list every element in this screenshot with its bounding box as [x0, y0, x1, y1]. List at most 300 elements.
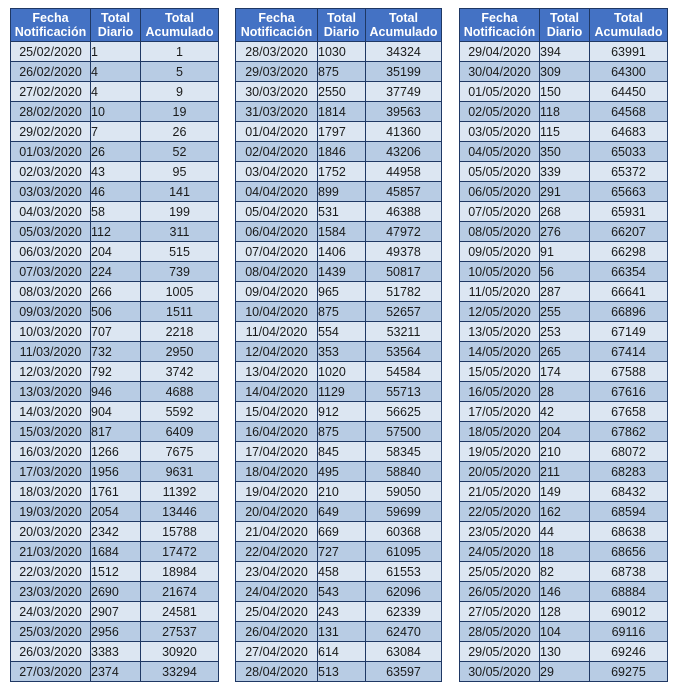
- date-cell: 25/05/2020: [460, 562, 540, 582]
- table-row: [11, 662, 219, 682]
- daily-total-cell: 912: [318, 402, 366, 422]
- date-cell: 14/04/2020: [236, 382, 318, 402]
- daily-total-cell: 150: [540, 82, 590, 102]
- cumulative-total-cell: 6409: [141, 422, 219, 442]
- cumulative-total-cell: 63991: [590, 42, 668, 62]
- date-cell: 22/05/2020: [460, 502, 540, 522]
- date-cell: 13/05/2020: [460, 322, 540, 342]
- date-cell: 13/04/2020: [236, 362, 318, 382]
- header-cumulative: Total Acumulado: [590, 9, 668, 42]
- date-cell: 19/03/2020: [11, 502, 91, 522]
- daily-total-cell: 10: [91, 102, 141, 122]
- date-cell: 26/02/2020: [11, 62, 91, 82]
- table-row: [236, 662, 442, 682]
- table-row: [460, 422, 668, 442]
- cumulative-total-cell: 67616: [590, 382, 668, 402]
- date-cell: 29/05/2020: [460, 642, 540, 662]
- cumulative-total-cell: 56625: [366, 402, 442, 422]
- date-cell: 07/03/2020: [11, 262, 91, 282]
- table-row: [11, 342, 219, 362]
- table-row: [460, 342, 668, 362]
- daily-total-cell: 1129: [318, 382, 366, 402]
- daily-total-cell: 268: [540, 202, 590, 222]
- table-row: [460, 222, 668, 242]
- daily-total-cell: 2690: [91, 582, 141, 602]
- daily-total-cell: 1: [91, 42, 141, 62]
- table-row: [11, 422, 219, 442]
- daily-total-cell: 727: [318, 542, 366, 562]
- date-cell: 21/05/2020: [460, 482, 540, 502]
- daily-total-cell: 211: [540, 462, 590, 482]
- table-row: [236, 622, 442, 642]
- cumulative-total-cell: 24581: [141, 602, 219, 622]
- cumulative-total-cell: 65663: [590, 182, 668, 202]
- date-cell: 01/05/2020: [460, 82, 540, 102]
- date-cell: 20/04/2020: [236, 502, 318, 522]
- daily-total-cell: 946: [91, 382, 141, 402]
- table-row: [236, 582, 442, 602]
- cumulative-total-cell: 58345: [366, 442, 442, 462]
- date-cell: 15/05/2020: [460, 362, 540, 382]
- table-row: [11, 82, 219, 102]
- date-cell: 25/03/2020: [11, 622, 91, 642]
- table-row: [11, 202, 219, 222]
- daily-total-cell: 649: [318, 502, 366, 522]
- header-daily: Total Diario: [540, 9, 590, 42]
- table-row: [236, 122, 442, 142]
- header-row: [236, 9, 442, 42]
- cumulative-total-cell: 52657: [366, 302, 442, 322]
- table-row: [460, 502, 668, 522]
- data-table-3: [459, 8, 668, 682]
- cumulative-total-cell: 64450: [590, 82, 668, 102]
- table-row: [11, 482, 219, 502]
- table-row: [11, 522, 219, 542]
- header-row: [460, 9, 668, 42]
- date-cell: 23/04/2020: [236, 562, 318, 582]
- table-row: [236, 422, 442, 442]
- table-row: [11, 282, 219, 302]
- cumulative-total-cell: 1511: [141, 302, 219, 322]
- date-cell: 16/05/2020: [460, 382, 540, 402]
- date-cell: 18/05/2020: [460, 422, 540, 442]
- table-row: [11, 442, 219, 462]
- daily-total-cell: 91: [540, 242, 590, 262]
- table-row: [11, 322, 219, 342]
- cumulative-total-cell: 66641: [590, 282, 668, 302]
- table-row: [11, 622, 219, 642]
- table-row: [236, 282, 442, 302]
- daily-total-cell: 353: [318, 342, 366, 362]
- daily-total-cell: 210: [318, 482, 366, 502]
- date-cell: 26/03/2020: [11, 642, 91, 662]
- date-cell: 19/04/2020: [236, 482, 318, 502]
- daily-total-cell: 1439: [318, 262, 366, 282]
- header-date: Fecha Notificación: [11, 9, 91, 42]
- date-cell: 02/03/2020: [11, 162, 91, 182]
- table-row: [460, 122, 668, 142]
- table-row: [11, 642, 219, 662]
- data-table-1: [10, 8, 219, 682]
- table-row: [460, 602, 668, 622]
- daily-total-cell: 531: [318, 202, 366, 222]
- table-row: [236, 382, 442, 402]
- daily-total-cell: 42: [540, 402, 590, 422]
- cumulative-total-cell: 69275: [590, 662, 668, 682]
- table-row: [11, 542, 219, 562]
- date-cell: 09/04/2020: [236, 282, 318, 302]
- cumulative-total-cell: 9: [141, 82, 219, 102]
- daily-total-cell: 3383: [91, 642, 141, 662]
- table-row: [236, 522, 442, 542]
- table-row: [236, 502, 442, 522]
- date-cell: 30/05/2020: [460, 662, 540, 682]
- cumulative-total-cell: 67588: [590, 362, 668, 382]
- date-cell: 17/03/2020: [11, 462, 91, 482]
- date-cell: 21/04/2020: [236, 522, 318, 542]
- date-cell: 10/03/2020: [11, 322, 91, 342]
- daily-total-cell: 174: [540, 362, 590, 382]
- table-row: [460, 102, 668, 122]
- date-cell: 12/05/2020: [460, 302, 540, 322]
- daily-total-cell: 118: [540, 102, 590, 122]
- cumulative-total-cell: 55713: [366, 382, 442, 402]
- daily-total-cell: 4: [91, 62, 141, 82]
- daily-total-cell: 291: [540, 182, 590, 202]
- table-row: [11, 402, 219, 422]
- date-cell: 15/03/2020: [11, 422, 91, 442]
- cumulative-total-cell: 62470: [366, 622, 442, 642]
- table-row: [460, 482, 668, 502]
- table-row: [460, 182, 668, 202]
- cumulative-total-cell: 61553: [366, 562, 442, 582]
- cumulative-total-cell: 68283: [590, 462, 668, 482]
- date-cell: 03/05/2020: [460, 122, 540, 142]
- cumulative-total-cell: 3742: [141, 362, 219, 382]
- table-row: [460, 322, 668, 342]
- cumulative-total-cell: 68738: [590, 562, 668, 582]
- cumulative-total-cell: 53564: [366, 342, 442, 362]
- header-row: [11, 9, 219, 42]
- date-cell: 04/05/2020: [460, 142, 540, 162]
- date-cell: 22/04/2020: [236, 542, 318, 562]
- daily-total-cell: 43: [91, 162, 141, 182]
- daily-total-cell: 255: [540, 302, 590, 322]
- table-row: [460, 622, 668, 642]
- date-cell: 10/05/2020: [460, 262, 540, 282]
- table-row: [236, 62, 442, 82]
- table-row: [460, 302, 668, 322]
- daily-total-cell: 26: [91, 142, 141, 162]
- cumulative-total-cell: 65033: [590, 142, 668, 162]
- cumulative-total-cell: 66298: [590, 242, 668, 262]
- date-cell: 02/04/2020: [236, 142, 318, 162]
- daily-total-cell: 1846: [318, 142, 366, 162]
- daily-total-cell: 1512: [91, 562, 141, 582]
- cumulative-total-cell: 69246: [590, 642, 668, 662]
- header-date: Fecha Notificación: [236, 9, 318, 42]
- daily-total-cell: 265: [540, 342, 590, 362]
- daily-total-cell: 1266: [91, 442, 141, 462]
- table-row: [11, 42, 219, 62]
- cumulative-total-cell: 33294: [141, 662, 219, 682]
- daily-total-cell: 130: [540, 642, 590, 662]
- cumulative-total-cell: 21674: [141, 582, 219, 602]
- table-row: [460, 62, 668, 82]
- cumulative-total-cell: 58840: [366, 462, 442, 482]
- cumulative-total-cell: 44958: [366, 162, 442, 182]
- daily-total-cell: 243: [318, 602, 366, 622]
- cumulative-total-cell: 67149: [590, 322, 668, 342]
- daily-total-cell: 2054: [91, 502, 141, 522]
- cumulative-total-cell: 46388: [366, 202, 442, 222]
- table-row: [460, 282, 668, 302]
- daily-total-cell: 1761: [91, 482, 141, 502]
- table-row: [460, 142, 668, 162]
- table-row: [236, 602, 442, 622]
- daily-total-cell: 1020: [318, 362, 366, 382]
- date-cell: 14/05/2020: [460, 342, 540, 362]
- date-cell: 13/03/2020: [11, 382, 91, 402]
- daily-total-cell: 495: [318, 462, 366, 482]
- cumulative-total-cell: 739: [141, 262, 219, 282]
- daily-total-cell: 1752: [318, 162, 366, 182]
- cumulative-total-cell: 54584: [366, 362, 442, 382]
- daily-total-cell: 875: [318, 62, 366, 82]
- cumulative-total-cell: 141: [141, 182, 219, 202]
- table-row: [236, 142, 442, 162]
- cumulative-total-cell: 43206: [366, 142, 442, 162]
- table-row: [236, 242, 442, 262]
- date-cell: 25/04/2020: [236, 602, 318, 622]
- date-cell: 31/03/2020: [236, 102, 318, 122]
- cumulative-total-cell: 19: [141, 102, 219, 122]
- cumulative-total-cell: 68594: [590, 502, 668, 522]
- table-row: [460, 642, 668, 662]
- table-row: [460, 582, 668, 602]
- date-cell: 17/04/2020: [236, 442, 318, 462]
- table-row: [236, 102, 442, 122]
- cumulative-total-cell: 311: [141, 222, 219, 242]
- table-row: [236, 222, 442, 242]
- daily-total-cell: 18: [540, 542, 590, 562]
- date-cell: 11/05/2020: [460, 282, 540, 302]
- date-cell: 28/03/2020: [236, 42, 318, 62]
- daily-total-cell: 224: [91, 262, 141, 282]
- cumulative-total-cell: 63084: [366, 642, 442, 662]
- cumulative-total-cell: 9631: [141, 462, 219, 482]
- cumulative-total-cell: 17472: [141, 542, 219, 562]
- daily-total-cell: 204: [91, 242, 141, 262]
- date-cell: 06/03/2020: [11, 242, 91, 262]
- cumulative-total-cell: 95: [141, 162, 219, 182]
- table-row: [236, 302, 442, 322]
- cumulative-total-cell: 50817: [366, 262, 442, 282]
- daily-total-cell: 82: [540, 562, 590, 582]
- table-row: [11, 222, 219, 242]
- daily-total-cell: 1684: [91, 542, 141, 562]
- daily-total-cell: 146: [540, 582, 590, 602]
- cumulative-total-cell: 37749: [366, 82, 442, 102]
- date-cell: 11/04/2020: [236, 322, 318, 342]
- cumulative-total-cell: 30920: [141, 642, 219, 662]
- date-cell: 20/05/2020: [460, 462, 540, 482]
- table-row: [11, 562, 219, 582]
- daily-total-cell: 339: [540, 162, 590, 182]
- header-daily: Total Diario: [318, 9, 366, 42]
- date-cell: 05/03/2020: [11, 222, 91, 242]
- table-row: [460, 522, 668, 542]
- daily-total-cell: 276: [540, 222, 590, 242]
- date-cell: 28/04/2020: [236, 662, 318, 682]
- daily-total-cell: 115: [540, 122, 590, 142]
- daily-total-cell: 2550: [318, 82, 366, 102]
- cumulative-total-cell: 45857: [366, 182, 442, 202]
- cumulative-total-cell: 69116: [590, 622, 668, 642]
- daily-total-cell: 2907: [91, 602, 141, 622]
- date-cell: 22/03/2020: [11, 562, 91, 582]
- date-cell: 03/04/2020: [236, 162, 318, 182]
- date-cell: 21/03/2020: [11, 542, 91, 562]
- daily-total-cell: 707: [91, 322, 141, 342]
- table-row: [236, 162, 442, 182]
- cumulative-total-cell: 60368: [366, 522, 442, 542]
- table-row: [460, 662, 668, 682]
- cumulative-total-cell: 65931: [590, 202, 668, 222]
- cumulative-total-cell: 68638: [590, 522, 668, 542]
- daily-total-cell: 253: [540, 322, 590, 342]
- daily-total-cell: 904: [91, 402, 141, 422]
- cumulative-total-cell: 2950: [141, 342, 219, 362]
- date-cell: 12/03/2020: [11, 362, 91, 382]
- table-row: [11, 182, 219, 202]
- date-cell: 27/03/2020: [11, 662, 91, 682]
- date-cell: 24/05/2020: [460, 542, 540, 562]
- cumulative-total-cell: 64300: [590, 62, 668, 82]
- daily-total-cell: 394: [540, 42, 590, 62]
- header-cumulative: Total Acumulado: [141, 9, 219, 42]
- cumulative-total-cell: 53211: [366, 322, 442, 342]
- daily-total-cell: 965: [318, 282, 366, 302]
- date-cell: 14/03/2020: [11, 402, 91, 422]
- cumulative-total-cell: 59050: [366, 482, 442, 502]
- cumulative-total-cell: 66354: [590, 262, 668, 282]
- table-row: [236, 482, 442, 502]
- table-row: [11, 502, 219, 522]
- date-cell: 07/04/2020: [236, 242, 318, 262]
- date-cell: 03/03/2020: [11, 182, 91, 202]
- table-row: [236, 562, 442, 582]
- daily-total-cell: 44: [540, 522, 590, 542]
- daily-total-cell: 2374: [91, 662, 141, 682]
- cumulative-total-cell: 515: [141, 242, 219, 262]
- daily-total-cell: 817: [91, 422, 141, 442]
- date-cell: 26/05/2020: [460, 582, 540, 602]
- date-cell: 05/04/2020: [236, 202, 318, 222]
- cumulative-total-cell: 52: [141, 142, 219, 162]
- date-cell: 29/04/2020: [460, 42, 540, 62]
- daily-total-cell: 513: [318, 662, 366, 682]
- table-row: [11, 582, 219, 602]
- date-cell: 27/05/2020: [460, 602, 540, 622]
- daily-total-cell: 58: [91, 202, 141, 222]
- cumulative-total-cell: 66896: [590, 302, 668, 322]
- table-row: [460, 442, 668, 462]
- daily-total-cell: 4: [91, 82, 141, 102]
- table-row: [236, 82, 442, 102]
- date-cell: 30/03/2020: [236, 82, 318, 102]
- date-cell: 12/04/2020: [236, 342, 318, 362]
- table-row: [460, 362, 668, 382]
- date-cell: 24/04/2020: [236, 582, 318, 602]
- table-row: [236, 442, 442, 462]
- date-cell: 01/03/2020: [11, 142, 91, 162]
- table-row: [11, 462, 219, 482]
- date-cell: 06/04/2020: [236, 222, 318, 242]
- cumulative-total-cell: 199: [141, 202, 219, 222]
- cumulative-total-cell: 49378: [366, 242, 442, 262]
- header-date: Fecha Notificación: [460, 9, 540, 42]
- cumulative-total-cell: 1: [141, 42, 219, 62]
- date-cell: 08/05/2020: [460, 222, 540, 242]
- daily-total-cell: 845: [318, 442, 366, 462]
- date-cell: 15/04/2020: [236, 402, 318, 422]
- table-row: [236, 642, 442, 662]
- cumulative-total-cell: 41360: [366, 122, 442, 142]
- table-row: [11, 142, 219, 162]
- date-cell: 16/04/2020: [236, 422, 318, 442]
- daily-total-cell: 669: [318, 522, 366, 542]
- date-cell: 25/02/2020: [11, 42, 91, 62]
- date-cell: 30/04/2020: [460, 62, 540, 82]
- table-row: [460, 382, 668, 402]
- cumulative-total-cell: 35199: [366, 62, 442, 82]
- date-cell: 01/04/2020: [236, 122, 318, 142]
- header-cumulative: Total Acumulado: [366, 9, 442, 42]
- cumulative-total-cell: 27537: [141, 622, 219, 642]
- date-cell: 06/05/2020: [460, 182, 540, 202]
- cumulative-total-cell: 5: [141, 62, 219, 82]
- date-cell: 28/05/2020: [460, 622, 540, 642]
- daily-total-cell: 112: [91, 222, 141, 242]
- cumulative-total-cell: 5592: [141, 402, 219, 422]
- cumulative-total-cell: 62339: [366, 602, 442, 622]
- table-row: [11, 122, 219, 142]
- daily-total-cell: 162: [540, 502, 590, 522]
- cumulative-total-cell: 68432: [590, 482, 668, 502]
- cumulative-total-cell: 26: [141, 122, 219, 142]
- date-cell: 18/04/2020: [236, 462, 318, 482]
- date-cell: 27/02/2020: [11, 82, 91, 102]
- table-row: [460, 402, 668, 422]
- date-cell: 29/03/2020: [236, 62, 318, 82]
- daily-total-cell: 104: [540, 622, 590, 642]
- date-cell: 17/05/2020: [460, 402, 540, 422]
- table-row: [460, 562, 668, 582]
- daily-total-cell: 554: [318, 322, 366, 342]
- table-row: [236, 462, 442, 482]
- table-row: [11, 602, 219, 622]
- date-cell: 28/02/2020: [11, 102, 91, 122]
- cumulative-total-cell: 64683: [590, 122, 668, 142]
- cumulative-total-cell: 51782: [366, 282, 442, 302]
- table-row: [236, 42, 442, 62]
- daily-total-cell: 210: [540, 442, 590, 462]
- daily-total-cell: 614: [318, 642, 366, 662]
- table-row: [460, 242, 668, 262]
- daily-total-cell: 28: [540, 382, 590, 402]
- date-cell: 09/05/2020: [460, 242, 540, 262]
